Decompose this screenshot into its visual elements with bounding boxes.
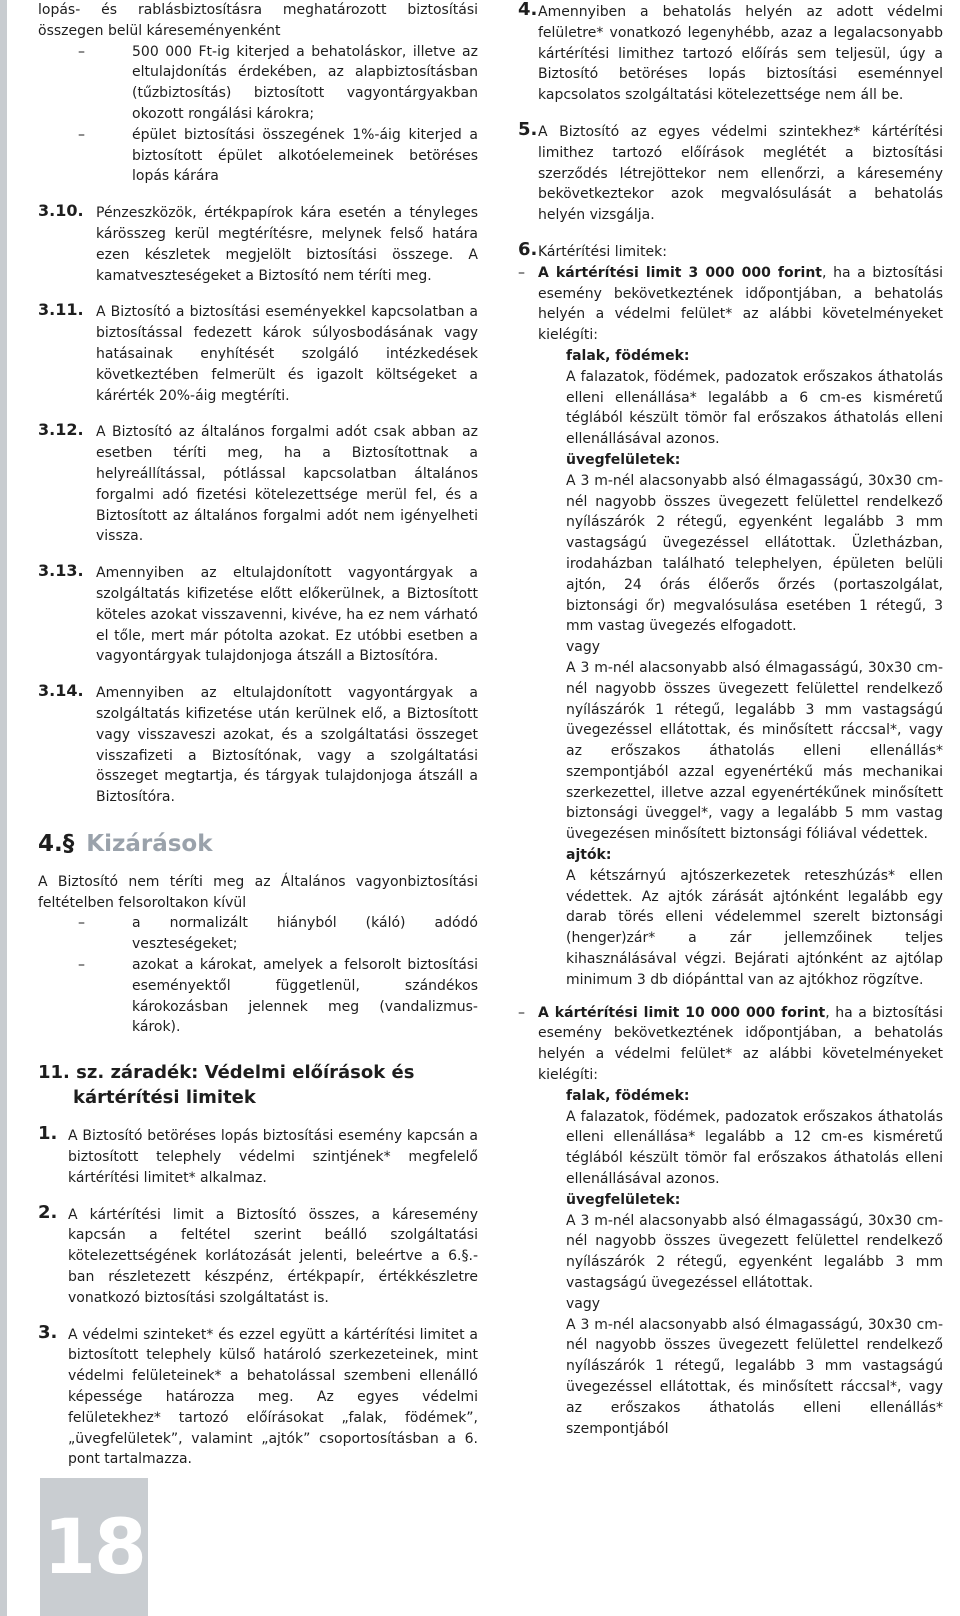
or-text: vagy — [566, 1295, 601, 1312]
item-number: 1. — [38, 1123, 58, 1145]
limit-10m-condition: , ha a biztosítási esemény bekövetkeztének időpontjában, a behatolás helyén a védelmi felület* az alábbi követelményeket kielégíti: — [538, 1004, 943, 1084]
glass-text-1: A 3 m-nél alacsonyabb alsó élmagasságú, 30x30 cm-nél nagyobb összes üvegezett felülettel rendelkező nyílászárók 2 rétegű, egyenként legalább 3 mm vastagságú üvegezéssel ellátottak. Üzletházban, irodaházban található telephelyen, épületen belüli ajtón, 24 órás élőerős őrzés (portaszolgálat, biztonsági őr) megvalósulása esetében 1 rétegű, 3 mm vastag üvegezés elfogadott. — [566, 472, 943, 635]
item-number: 5. — [518, 118, 538, 140]
item-text: A Biztosító az egyes védelmi szintekhez* kártérítési limithez tartozó előírások meglétét a biztosítási szerződés létrejöttekor nem ellenőrzi, a káresemény bekövetkeztekor azok megvalósulását a behatolás helyén vizsgálja. — [538, 123, 943, 224]
intro-item-2: – épület biztosítási összegének 1%-áig kiterjed a biztosított épület alkotóelemeinek betöréses lopás kárára — [78, 125, 478, 187]
left-column — [38, 0, 478, 1470]
item-3-14 — [38, 683, 478, 808]
intro-item-1: – 500 000 Ft-ig kiterjed a behatoláskor, illetve az eltulajdonítás érdekében, az alapbiztosításban (tűzbiztosítás) biztosított vagyontárgyakban okozott rongálási károkra; — [78, 42, 478, 125]
doors-heading: ajtók: — [566, 847, 612, 864]
item-text: A Biztosító az általános forgalmi adót csak abban az esetben téríti meg, ha a Biztosítottnak a helyreállítással, pótlással kapcsolatban általános forgalmi adó fizetési kötelezettsége merül fel, és a Biztosított az általános forgalmi adót nem igényelheti vissza. — [96, 424, 478, 545]
clause-heading-line-1: 11. sz. záradék: Védelmi előírások és — [38, 1062, 415, 1084]
clause-item-2 — [38, 1201, 478, 1309]
section-number: 4.§ — [38, 830, 75, 857]
doors-text: A kétszárnyú ajtószerkezetek reteszhúzás* ellen védettek. Az ajtók zárását ajtónként legalább egy darab törés elleni védelemmel szerelt biztonsági (henger)zár* a zár jellemzőinek teljes kihasználásával végzi. Bejárati ajtónként az ajtólap minimum 3 db diópánttal van az ajtókhoz rögzítve. — [566, 867, 943, 988]
clause-item-3 — [38, 1321, 478, 1471]
limit-3m-amount: A kártérítési limit 3 000 000 forint — [538, 264, 822, 281]
clause-heading-line-2: kártérítési limitek — [73, 1087, 256, 1109]
glass-heading: üvegfelületek: — [566, 1191, 681, 1208]
clause-item-5 — [518, 118, 943, 226]
walls-heading: falak, födémek: — [566, 1087, 690, 1104]
item-number: 2. — [38, 1201, 58, 1223]
glass-text-2: A 3 m-nél alacsonyabb alsó élmagasságú, 30x30 cm-nél nagyobb összes üvegezett felülettel rendelkező nyílászárók 1 rétegű, legalább 3 mm vastagságú üvegezéssel ellátottak, és minősített ráccsal*, vagy az erőszakos áthatolás elleni ellenállás* szempontjából — [566, 1316, 943, 1437]
clause-heading — [38, 1060, 478, 1110]
page-number: 18 — [40, 1478, 148, 1616]
item-3-10 — [38, 203, 478, 286]
item-text: A Biztosító betöréses lopás biztosítási esemény kapcsán a biztosított telephely védelmi szintjének* megfelelő kártérítési limitet* alkalmaz. — [68, 1128, 478, 1186]
clause-item-1 — [38, 1123, 478, 1188]
item-number: 6. — [518, 238, 538, 260]
page-edge-bar — [0, 0, 7, 1616]
limit-10m-block — [518, 1003, 943, 1440]
item-text: Amennyiben az eltulajdonított vagyontárgyak a szolgáltatás kifizetése előtt előkerülnek, a Biztosított köteles azokat visszavenni, kivéve, ha ez nem várható el tőle, mert már pótolta azokat. Ez utóbbi esetben a vagyontárgyak tulajdonjoga átszáll a Biztosítóra. — [96, 565, 478, 665]
item-3-13 — [38, 563, 478, 667]
limit-3m-condition: , ha a biztosítási esemény bekövetkeztének időpontjában, a behatolás helyén a védelmi felület* az alábbi követelményeket kielégíti: — [538, 264, 943, 344]
clause-item-6 — [518, 238, 943, 263]
item-text: Amennyiben az eltulajdonított vagyontárgyak a szolgáltatás kifizetése után kerülnek elő, a Biztosított vagy visszaveszi azokat, és a szolgáltatási összeget visszafizeti a Biztosítónak, vagy a szolgáltatási összeget megtartja, és tárgyak tulajdonjoga átszáll a Biztosítóra. — [96, 685, 478, 806]
item-number: 3.14. — [38, 681, 84, 701]
item-number: 3.12. — [38, 420, 84, 440]
right-column — [518, 2, 943, 1439]
limits-title: Kártérítési limitek: — [538, 243, 667, 260]
section-4-heading — [38, 824, 478, 864]
section-title: Kizárások — [86, 830, 213, 857]
limit-10m-intro — [538, 1003, 943, 1086]
section-4-intro: A Biztosító nem téríti meg az Általános vagyonbiztosítási feltételben felsoroltakon kívül — [38, 873, 478, 911]
item-text: A kártérítési limit a Biztosító összes, a káresemény kapcsán a feltétel szerint beálló szolgáltatási kötelezettségének korlátozását jelenti, beleértve a 6.§.-ban részletezett készpénz, értékpapír, értékkészletre vonatkozó biztosítási szolgáltatást is. — [68, 1206, 478, 1306]
exclusion-item-1: – a normalizált hiányból (káló) adódó veszteségeket; — [78, 913, 478, 955]
item-number: 4. — [518, 0, 538, 20]
item-text: Amennyiben a behatolás helyén az adott védelmi felületre* vonatkozó legenyhébb, azaz a legalacsonyabb kártérítési limithez tartozó előírás sem teljesül, úgy a Biztosító betöréses lopás biztosítási eseménnyel kapcsolatos szolgáltatási kötelezettsége nem áll be. — [538, 4, 943, 104]
intro-paragraph: lopás- és rablásbiztosításra meghatározott biztosítási összegen belül káreseményenként — [38, 2, 478, 39]
limit-3m-block — [518, 263, 943, 991]
walls-text: A falazatok, födémek, padozatok erőszakos áthatolás elleni ellenállása* legalább a 6 cm-es kisméretű téglából készült tömör fal erőszakos áthatolás elleni ellenállásával azonos. — [566, 368, 943, 448]
item-3-11 — [38, 302, 478, 406]
item-number: 3.10. — [38, 201, 84, 221]
glass-heading: üvegfelületek: — [566, 451, 681, 468]
walls-text: A falazatok, födémek, padozatok erőszakos áthatolás elleni ellenállása* legalább a 12 cm-es kisméretű téglából készült tömör fal erőszakos áthatolás elleni ellenállásával azonos. — [566, 1108, 943, 1188]
glass-text-1: A 3 m-nél alacsonyabb alsó élmagasságú, 30x30 cm-nél nagyobb összes üvegezett felülettel rendelkező nyílászárók 2 rétegű, egyenként legalább 3 mm vastagságú üvegezéssel ellátottak. — [566, 1212, 943, 1292]
item-text: A védelmi szinteket* és ezzel együtt a kártérítési limitet a biztosított telephely külső határoló szerkezeteinek, mint védelmi felületeinek* a behatolással szembeni ellenálló képessége határozza meg. Az egyes védelmi felületekhez* tartozó előírásokat „falak, födémek”, „üvegfelületek”, valamint „ajtók” csoportosításban a 6. pont tartalmazza. — [68, 1326, 478, 1468]
item-text: Pénzeszközök, értékpapírok kára esetén a tényleges kárösszeg kerül megtérítésre, melynek felső határa ezen készletek megjelölt biztosítási összege. A kamatveszteségeket a Biztosító nem téríti meg. — [96, 205, 478, 284]
limit-10m-amount: A kártérítési limit 10 000 000 forint — [538, 1004, 826, 1021]
item-3-12 — [38, 422, 478, 547]
walls-heading: falak, födémek: — [566, 347, 690, 364]
item-number: 3.11. — [38, 300, 84, 320]
limit-3m-intro — [538, 263, 943, 346]
item-text: A Biztosító a biztosítási eseményekkel kapcsolatban a biztosítással fedezett károk súlyosbodásának vagy hatásainak enyhítését szolgáló intézkedések következtében felmerült és igazolt költségeket a kárérték 20%-áig megtéríti. — [96, 304, 478, 404]
item-number: 3. — [38, 1321, 58, 1343]
glass-text-2: A 3 m-nél alacsonyabb alsó élmagasságú, 30x30 cm-nél nagyobb összes üvegezett felülettel rendelkező nyílászárók 1 rétegű, legalább 3 mm vastagságú üvegezéssel ellátottak, és minősített ráccsal*, vagy az erőszakos áthatolás elleni ellenállás* szempontjából azzal egyenértékű más mechanikai szerkezettel, illetve azzal egyenértékűnek minősített biztonsági üveggel*, vagy a legalább 5 mm vastag üvegezésen minősített biztonsági fóliával védettek. — [566, 659, 943, 843]
clause-item-4 — [518, 2, 943, 106]
exclusion-item-2: – azokat a károkat, amelyek a felsorolt biztosítási eseményektől függetlenül, szándékos károkozásban jelennek meg (vandalizmus-károk). — [78, 955, 478, 1038]
or-text: vagy — [566, 639, 601, 656]
item-number: 3.13. — [38, 561, 84, 581]
